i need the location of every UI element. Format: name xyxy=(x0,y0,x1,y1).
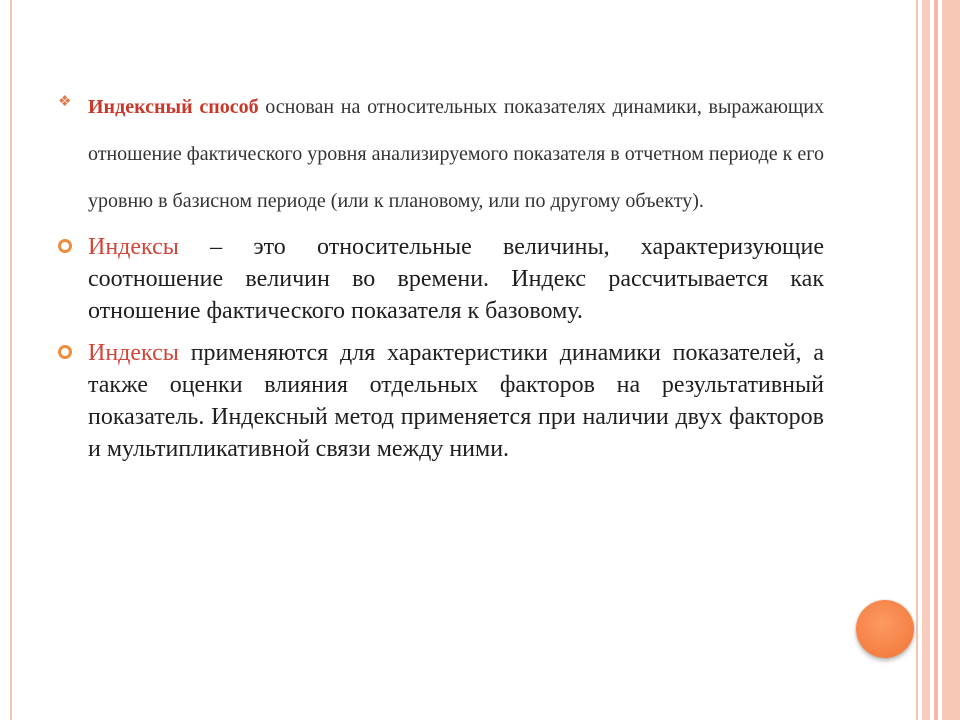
highlight-term: Индексы xyxy=(88,340,179,366)
stripe xyxy=(916,0,918,720)
bullet-item-index-method xyxy=(56,84,824,225)
highlight-term: Индексы xyxy=(88,234,179,260)
ring-bullet-icon xyxy=(58,345,72,359)
right-decorative-stripes xyxy=(916,0,960,720)
slide-content xyxy=(56,84,824,465)
bullet-item-indices-usage xyxy=(56,337,824,465)
bullet-text: основан на относительных показателях динамики, выражающих отношение фактического уровня анализируемого показателя в отчетном периоде к его уровню в базисном периоде (или к плановому, или по другому объекту). xyxy=(88,96,825,212)
ring-bullet-icon xyxy=(58,239,72,253)
bullet-text: применяются для характеристики динамики показателей, а также оценки влияния отдельных факторов на результативный показатель. Индексный метод применяется при наличии двух факторов и мультипликативной связи между ними. xyxy=(88,340,824,462)
diamond-bullet-icon: ❖ xyxy=(58,92,72,110)
left-frame-line xyxy=(10,0,12,720)
highlight-term: Индексный способ xyxy=(88,96,259,118)
decorative-orb-icon xyxy=(856,600,914,658)
bullet-text: – это относительные величины, характеризующие соотношение величин во времени. Индекс рассчитывается как отношение фактического показателя к базовому. xyxy=(88,234,824,324)
stripe xyxy=(922,0,930,720)
stripe xyxy=(942,0,960,720)
stripe xyxy=(934,0,938,720)
bullet-item-indices-definition xyxy=(56,231,824,327)
